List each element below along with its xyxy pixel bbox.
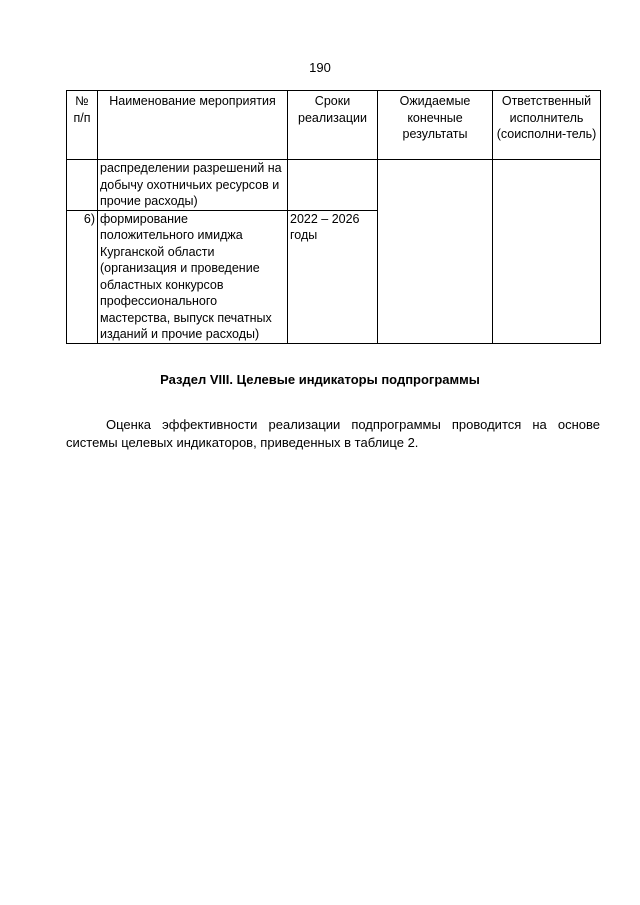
- row-activity-name: формирование положительного имиджа Курганской области (организация и проведение областных конкурсов профессионального мастерства, выпуск печатных изданий и прочие расходы): [98, 210, 288, 343]
- table-header-row: [67, 91, 601, 160]
- responsible-executor-cell: [493, 160, 601, 344]
- activities-table: [66, 90, 601, 344]
- header-responsible-executor: Ответственный исполнитель (соисполни-тель): [493, 91, 601, 160]
- row-term: [288, 160, 378, 211]
- table-row: [67, 160, 601, 211]
- header-term: Сроки реализации: [288, 91, 378, 160]
- row-term: 2022 – 2026 годы: [288, 210, 378, 343]
- body-paragraph: Оценка эффективности реализации подпрограммы проводится на основе системы целевых индикаторов, приведенных в таблице 2.: [66, 417, 600, 450]
- expected-results-cell: [378, 160, 493, 344]
- header-activity-name: Наименование мероприятия: [98, 91, 288, 160]
- page-number: 190: [309, 60, 331, 75]
- row-number: 6): [67, 210, 98, 343]
- section-title: Раздел VIII. Целевые индикаторы подпрограммы: [160, 372, 480, 387]
- row-activity-name: распределении разрешений на добычу охотничьих ресурсов и прочие расходы): [98, 160, 288, 211]
- header-number: № п/п: [67, 91, 98, 160]
- header-expected-results: Ожидаемые конечные результаты: [378, 91, 493, 160]
- row-number: [67, 160, 98, 211]
